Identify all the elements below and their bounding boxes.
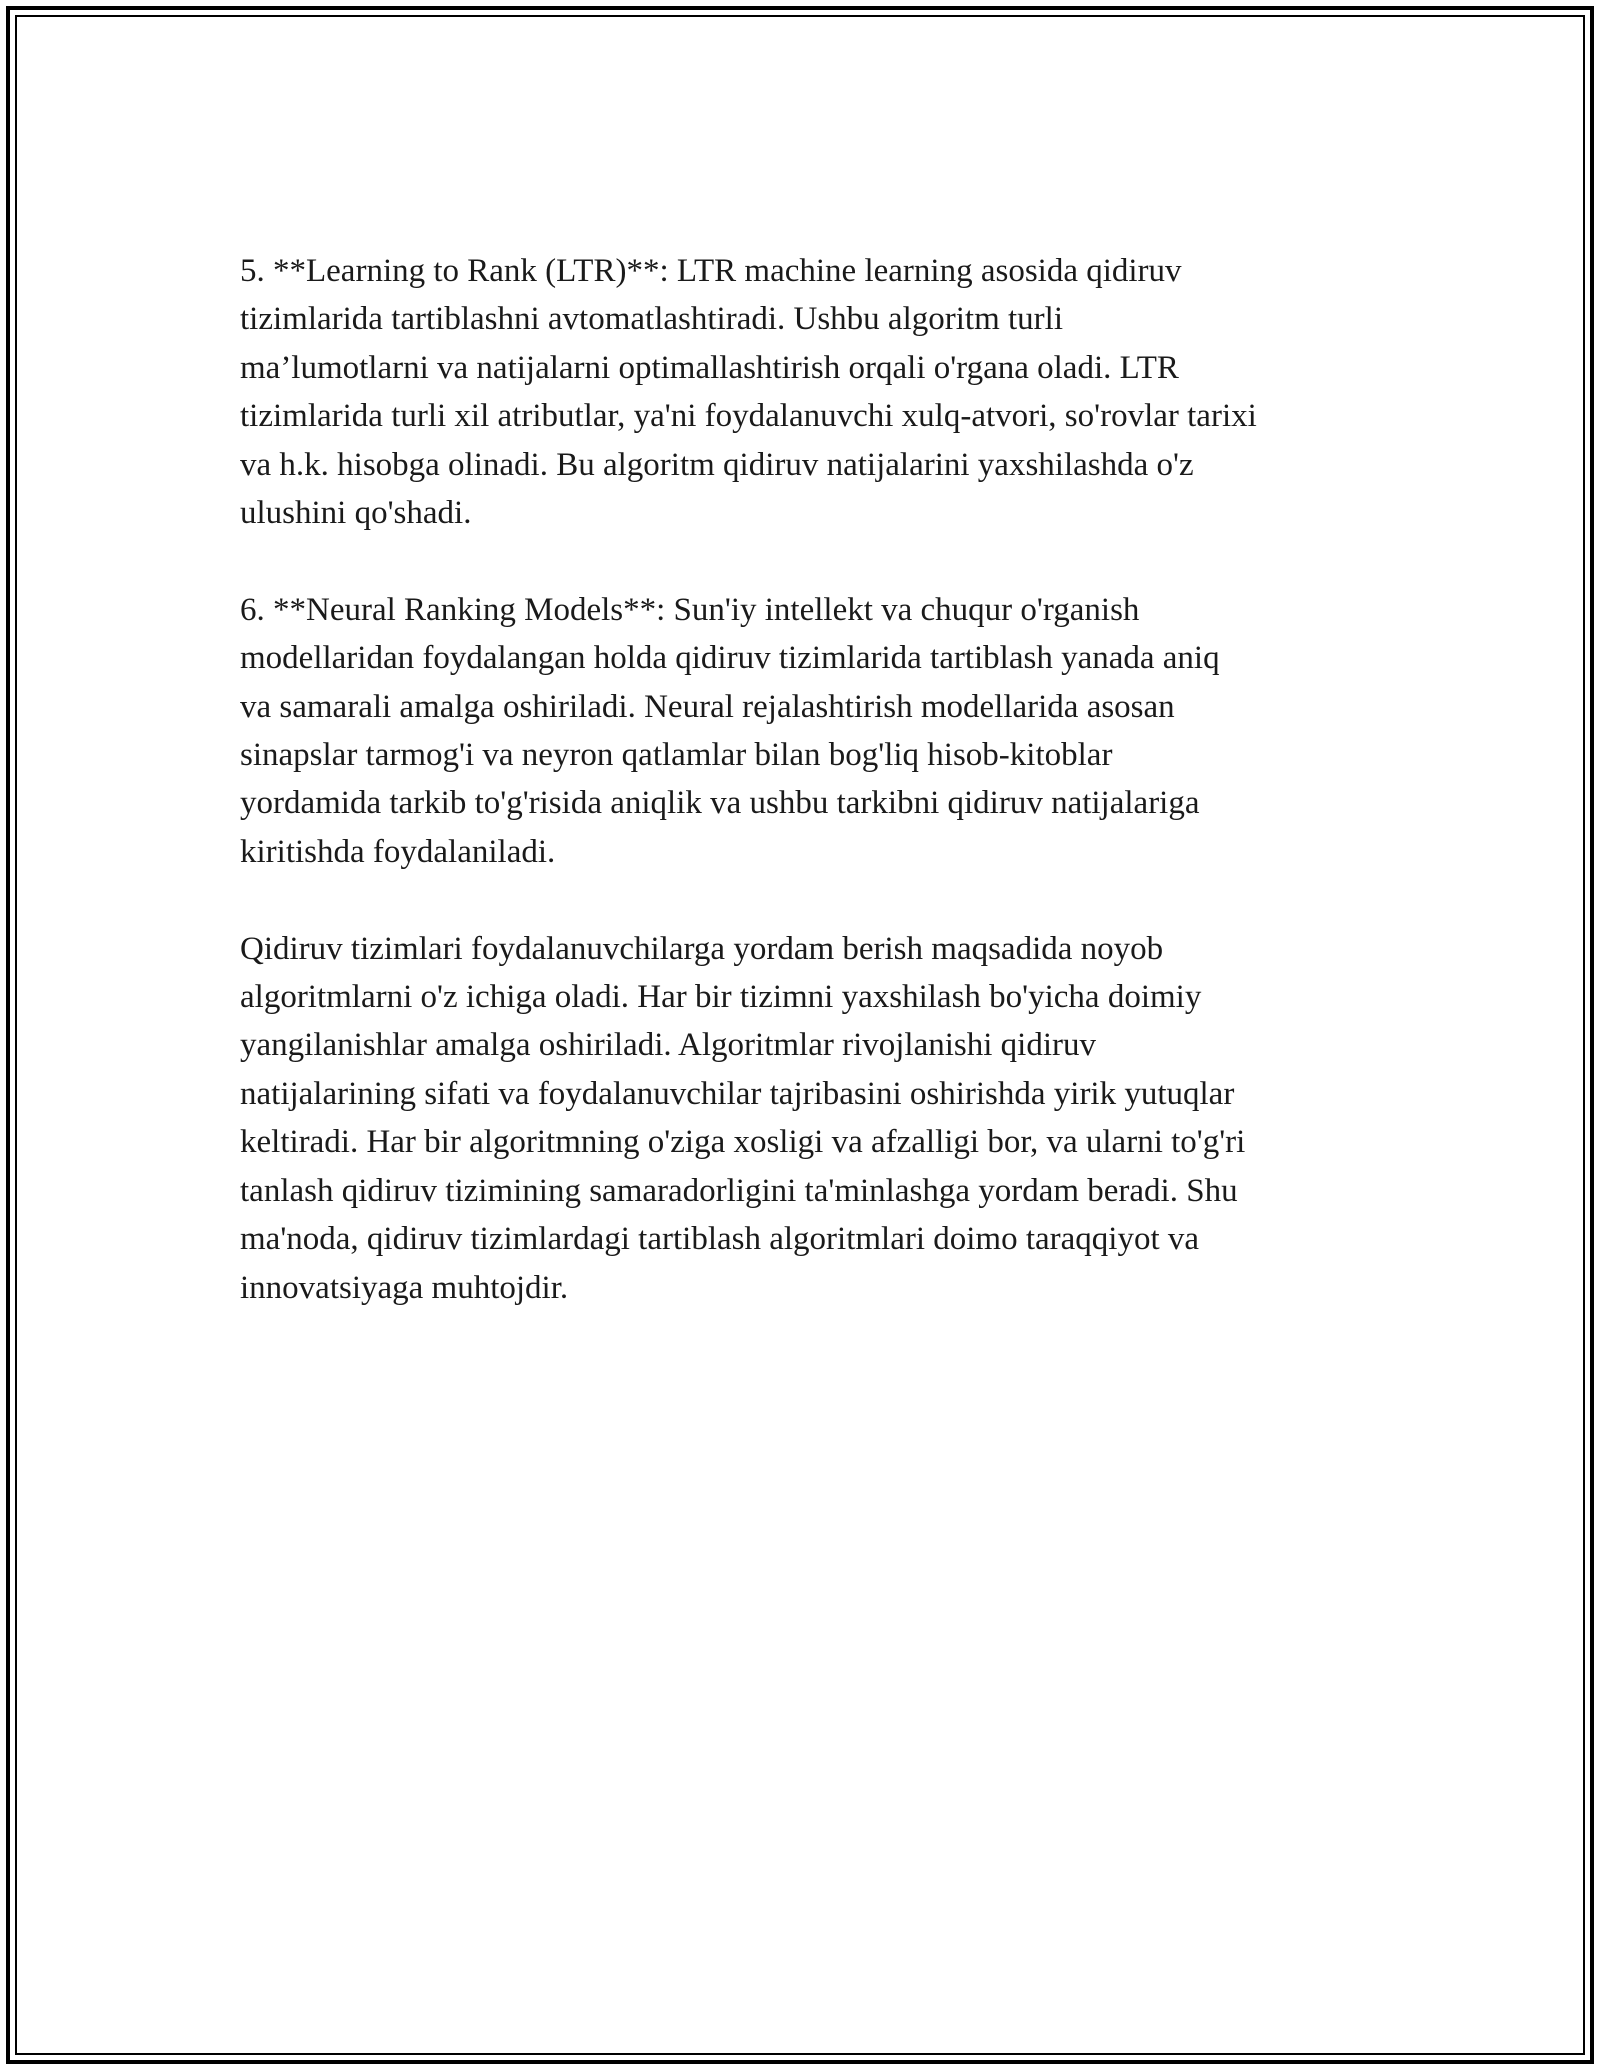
text-line: 6. **Neural Ranking Models**: Sun'iy intellekt va chuqur o'rganish bbox=[240, 591, 1140, 628]
text-line: sinapslar tarmog'i va neyron qatlamlar bilan bog'liq hisob-kitoblar bbox=[240, 737, 1113, 774]
text-line: ma’lumotlarni va natijalarni optimallashtirish orqali o'rgana oladi. LTR bbox=[240, 349, 1179, 386]
text-line: tizimlarida turli xil atributlar, ya'ni foydalanuvchi xulq-atvori, so'rovlar tarixi bbox=[240, 398, 1257, 435]
page-outer-border bbox=[6, 6, 1594, 2064]
text-line: 5. **Learning to Rank (LTR)**: LTR machine learning asosida qidiruv bbox=[240, 253, 1182, 289]
text-line: va h.k. hisobga olinadi. Bu algoritm qidiruv natijalarini yaxshilashda o'z bbox=[240, 446, 1194, 483]
text-line: keltiradi. Har bir algoritmning o'ziga xosligi va afzalligi bor, va ularni to'g'ri bbox=[240, 1124, 1246, 1161]
paragraph-conclusion bbox=[240, 925, 1390, 1312]
text-line: modellaridan foydalangan holda qidiruv tizimlarida tartiblash yanada aniq bbox=[240, 640, 1220, 677]
text-line: Qidiruv tizimlari foydalanuvchilarga yordam berish maqsadida noyob bbox=[240, 930, 1164, 967]
text-line: yordamida tarkib to'g'risida aniqlik va ushbu tarkibni qidiruv natijalariga bbox=[240, 785, 1200, 822]
text-line: ulushini qo'shadi. bbox=[240, 495, 472, 532]
paragraph-neural-ranking-models bbox=[240, 586, 1390, 876]
document-body bbox=[240, 247, 1390, 1360]
text-line: algoritmlarni o'z ichiga oladi. Har bir tizimni yaxshilash bo'yicha doimiy bbox=[240, 979, 1202, 1016]
text-line: ma'noda, qidiruv tizimlardagi tartiblash algoritmlari doimo taraqqiyot va bbox=[240, 1221, 1200, 1258]
text-line: yangilanishlar amalga oshiriladi. Algoritmlar rivojlanishi qidiruv bbox=[240, 1027, 1097, 1064]
page-inner-border bbox=[15, 15, 1585, 2055]
text-line: va samarali amalga oshiriladi. Neural rejalashtirish modellarida asosan bbox=[240, 688, 1175, 725]
text-line: tanlash qidiruv tizimining samaradorligini ta'minlashga yordam beradi. Shu bbox=[240, 1172, 1238, 1209]
text-line: tizimlarida tartiblashni avtomatlashtiradi. Ushbu algoritm turli bbox=[240, 301, 1063, 338]
text-line: natijalarining sifati va foydalanuvchilar tajribasini oshirishda yirik yutuqlar bbox=[240, 1075, 1235, 1112]
text-line: kiritishda foydalaniladi. bbox=[240, 833, 556, 870]
paragraph-learning-to-rank bbox=[240, 247, 1390, 537]
text-line: innovatsiyaga muhtojdir. bbox=[240, 1269, 569, 1306]
